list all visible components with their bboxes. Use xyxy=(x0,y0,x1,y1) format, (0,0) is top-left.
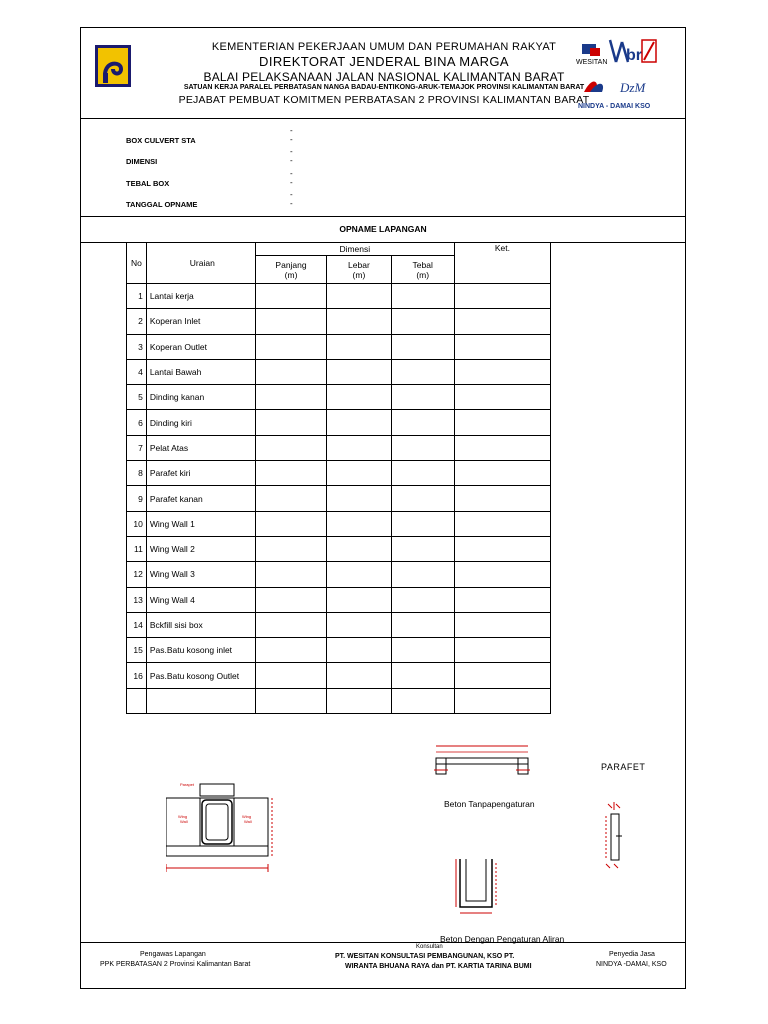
header-balai: BALAI PELAKSANAAN JALAN NASIONAL KALIMANTAN BARAT xyxy=(203,70,565,84)
cell-lebar[interactable] xyxy=(327,612,391,637)
cell-lebar[interactable] xyxy=(327,359,391,384)
row-number: 13 xyxy=(127,587,147,612)
cell-tebal[interactable] xyxy=(391,536,454,561)
cell-panjang[interactable] xyxy=(255,562,326,587)
row-number: 1 xyxy=(127,284,147,309)
row-uraian: Pelat Atas xyxy=(146,435,255,460)
cell-lebar[interactable] xyxy=(327,461,391,486)
footer-penyedia: NINDYA -DAMAI, KSO xyxy=(596,961,667,968)
table-row xyxy=(127,334,551,359)
info-divider xyxy=(80,216,686,217)
row-number: 16 xyxy=(127,663,147,688)
colon: - xyxy=(290,147,293,156)
cell-panjang[interactable] xyxy=(255,511,326,536)
table-row xyxy=(127,486,551,511)
row-uraian: Wing Wall 4 xyxy=(146,587,255,612)
row-uraian: Dinding kanan xyxy=(146,385,255,410)
cell-tebal[interactable] xyxy=(391,359,454,384)
cell-lebar[interactable] xyxy=(327,486,391,511)
cell-lebar[interactable] xyxy=(327,663,391,688)
cell-lebar[interactable] xyxy=(327,309,391,334)
header-satker: SATUAN KERJA PARALEL PERBATASAN NANGA BADAU-ENTIKONG-ARUK-TEMAJOK PROVINSI KALIMANTAN BARAT xyxy=(183,84,585,91)
svg-text:DzM: DzM xyxy=(620,80,646,95)
colon: - xyxy=(290,190,293,199)
row-number: 9 xyxy=(127,486,147,511)
header-lebar-unit: (m) xyxy=(352,269,366,280)
cell-ket[interactable] xyxy=(454,612,550,637)
cell-lebar[interactable] xyxy=(327,410,391,435)
cell-lebar[interactable] xyxy=(327,638,391,663)
header-ppk: PEJABAT PEMBUAT KOMITMEN PERBATASAN 2 PROVINSI KALIMANTAN BARAT xyxy=(178,94,590,106)
table-row xyxy=(127,385,551,410)
cell-ket[interactable] xyxy=(454,638,550,663)
cell-panjang[interactable] xyxy=(255,688,326,713)
label-box-culvert: BOX CULVERT STA xyxy=(126,136,196,145)
cell-panjang[interactable] xyxy=(255,638,326,663)
cell-ket[interactable] xyxy=(454,562,550,587)
cell-ket[interactable] xyxy=(454,284,550,309)
svg-text:Wall: Wall xyxy=(180,819,188,824)
row-number: 4 xyxy=(127,359,147,384)
header-tebal-unit: (m) xyxy=(416,269,430,280)
row-uraian: Pas.Batu kosong Outlet xyxy=(146,663,255,688)
cell-panjang[interactable] xyxy=(255,587,326,612)
row-number: 14 xyxy=(127,612,147,637)
cell-panjang[interactable] xyxy=(255,284,326,309)
table-row xyxy=(127,511,551,536)
cell-ket[interactable] xyxy=(454,486,550,511)
cell-ket[interactable] xyxy=(454,309,550,334)
cell-lebar[interactable] xyxy=(327,334,391,359)
header-tebal xyxy=(391,256,454,284)
cell-lebar[interactable] xyxy=(327,562,391,587)
table-row xyxy=(127,562,551,587)
header-ket: Ket. xyxy=(454,243,550,284)
table-row xyxy=(127,612,551,637)
row-number: 3 xyxy=(127,334,147,359)
cell-tebal[interactable] xyxy=(391,612,454,637)
cell-panjang[interactable] xyxy=(255,385,326,410)
footer-penyedia-label: Penyedia Jasa xyxy=(609,951,655,958)
nindya-label: NINDYA - DAMAI KSO xyxy=(578,103,651,110)
cell-tebal[interactable] xyxy=(391,511,454,536)
cell-panjang[interactable] xyxy=(255,410,326,435)
cell-ket[interactable] xyxy=(454,410,550,435)
cell-panjang[interactable] xyxy=(255,486,326,511)
beton-dengan-drawing xyxy=(452,855,502,917)
header-lebar-label: Lebar xyxy=(348,259,370,270)
row-number: 12 xyxy=(127,562,147,587)
header-ministry: KEMENTERIAN PEKERJAAN UMUM DAN PERUMAHAN RAKYAT xyxy=(211,41,557,53)
cell-lebar[interactable] xyxy=(327,435,391,460)
table-row xyxy=(127,359,551,384)
row-number: 5 xyxy=(127,385,147,410)
beton-tanpa-label: Beton Tanpapengaturan xyxy=(444,799,535,809)
cell-panjang[interactable] xyxy=(255,461,326,486)
cell-lebar[interactable] xyxy=(327,688,391,713)
footer-konsultan-label: Konsultan xyxy=(416,944,443,950)
table-row xyxy=(127,688,551,713)
table-row xyxy=(127,309,551,334)
cell-panjang[interactable] xyxy=(255,334,326,359)
cell-tebal[interactable] xyxy=(391,663,454,688)
cell-lebar[interactable] xyxy=(327,511,391,536)
cell-ket[interactable] xyxy=(454,435,550,460)
opname-table xyxy=(126,242,551,714)
cell-tebal[interactable] xyxy=(391,688,454,713)
cell-lebar[interactable] xyxy=(327,385,391,410)
value-dimensi[interactable]: - xyxy=(290,156,293,165)
footer-divider xyxy=(80,942,686,943)
parapet-small-label: Parapet xyxy=(180,782,195,787)
header-uraian: Uraian xyxy=(146,243,255,284)
row-number: 2 xyxy=(127,309,147,334)
cell-ket[interactable] xyxy=(454,359,550,384)
colon: - xyxy=(290,126,293,135)
cell-tebal[interactable] xyxy=(391,435,454,460)
cell-ket[interactable] xyxy=(454,688,550,713)
value-box-culvert[interactable]: - xyxy=(290,135,293,144)
colon: - xyxy=(290,169,293,178)
cell-panjang[interactable] xyxy=(255,309,326,334)
footer-konsultan-1: PT. WESITAN KONSULTASI PEMBANGUNAN, KSO PT. xyxy=(335,953,515,960)
parafet-drawing xyxy=(602,800,626,870)
table-row xyxy=(127,663,551,688)
row-uraian xyxy=(146,688,255,713)
footer-ppk: PPK PERBATASAN 2 Provinsi Kalimantan Barat xyxy=(100,961,251,968)
row-number: 15 xyxy=(127,638,147,663)
cell-tebal[interactable] xyxy=(391,587,454,612)
row-number: 6 xyxy=(127,410,147,435)
table-row xyxy=(127,536,551,561)
parafet-label: PARAFET xyxy=(601,762,646,772)
row-uraian: Parafet kanan xyxy=(146,486,255,511)
svg-text:Wall: Wall xyxy=(244,819,252,824)
svg-text:WESITAN: WESITAN xyxy=(576,59,608,66)
beton-dengan-label: Beton Dengan Pengaturan Aliran xyxy=(440,934,565,944)
svg-text:Wing: Wing xyxy=(242,814,252,819)
cell-tebal[interactable] xyxy=(391,385,454,410)
table-row xyxy=(127,435,551,460)
row-number: 11 xyxy=(127,536,147,561)
cell-tebal[interactable] xyxy=(391,284,454,309)
svg-text:Wing: Wing xyxy=(178,814,188,819)
row-uraian: Lantai Bawah xyxy=(146,359,255,384)
table-row xyxy=(127,461,551,486)
table-row xyxy=(127,284,551,309)
row-uraian: Bckfill sisi box xyxy=(146,612,255,637)
cell-panjang[interactable] xyxy=(255,663,326,688)
cell-lebar[interactable] xyxy=(327,536,391,561)
header-panjang xyxy=(255,256,326,284)
table-row xyxy=(127,410,551,435)
row-uraian: Koperan Inlet xyxy=(146,309,255,334)
row-uraian: Pas.Batu kosong inlet xyxy=(146,638,255,663)
footer-pengawas: Pengawas Lapangan xyxy=(140,951,206,958)
section-title: OPNAME LAPANGAN xyxy=(339,224,427,234)
beton-tanpa-drawing xyxy=(432,740,532,780)
cell-ket[interactable] xyxy=(454,511,550,536)
table-row xyxy=(127,587,551,612)
cell-tebal[interactable] xyxy=(391,410,454,435)
svg-text:br: br xyxy=(626,47,642,64)
cell-ket[interactable] xyxy=(454,461,550,486)
cell-ket[interactable] xyxy=(454,334,550,359)
cell-panjang[interactable] xyxy=(255,536,326,561)
cell-panjang[interactable] xyxy=(255,435,326,460)
value-tanggal[interactable]: - xyxy=(290,199,293,208)
header-tebal-label: Tebal xyxy=(412,259,433,270)
row-uraian: Parafet kiri xyxy=(146,461,255,486)
header-no: No xyxy=(127,243,147,284)
row-number xyxy=(127,688,147,713)
cell-tebal[interactable] xyxy=(391,486,454,511)
cell-ket[interactable] xyxy=(454,385,550,410)
box-culvert-drawing xyxy=(166,780,276,880)
cell-ket[interactable] xyxy=(454,663,550,688)
cell-tebal[interactable] xyxy=(391,562,454,587)
cell-lebar[interactable] xyxy=(327,284,391,309)
header-lebar xyxy=(327,256,391,284)
header-dimensi: Dimensi xyxy=(255,243,454,256)
cell-panjang[interactable] xyxy=(255,612,326,637)
cell-tebal[interactable] xyxy=(391,638,454,663)
cell-tebal[interactable] xyxy=(391,334,454,359)
row-number: 7 xyxy=(127,435,147,460)
footer-konsultan-2: WIRANTA BHUANA RAYA dan PT. KARTIA TARINA BUMI xyxy=(345,963,532,970)
header-panjang-label: Panjang xyxy=(275,259,307,270)
header-panjang-unit: (m) xyxy=(284,269,298,280)
label-tebal-box: TEBAL BOX xyxy=(126,179,170,188)
row-uraian: Wing Wall 3 xyxy=(146,562,255,587)
label-dimensi: DIMENSI xyxy=(126,157,158,166)
header-directorate: DIREKTORAT JENDERAL BINA MARGA xyxy=(259,54,509,69)
cell-ket[interactable] xyxy=(454,587,550,612)
cell-panjang[interactable] xyxy=(255,359,326,384)
row-uraian: Wing Wall 1 xyxy=(146,511,255,536)
cell-ket[interactable] xyxy=(454,536,550,561)
value-tebal-box[interactable]: - xyxy=(290,178,293,187)
cell-lebar[interactable] xyxy=(327,587,391,612)
row-uraian: Koperan Outlet xyxy=(146,334,255,359)
row-number: 8 xyxy=(127,461,147,486)
table-row xyxy=(127,638,551,663)
label-tanggal: TANGGAL OPNAME xyxy=(126,200,198,209)
cell-tebal[interactable] xyxy=(391,461,454,486)
row-uraian: Lantai kerja xyxy=(146,284,255,309)
row-number: 10 xyxy=(127,511,147,536)
row-uraian: Dinding kiri xyxy=(146,410,255,435)
cell-tebal[interactable] xyxy=(391,309,454,334)
row-uraian: Wing Wall 2 xyxy=(146,536,255,561)
